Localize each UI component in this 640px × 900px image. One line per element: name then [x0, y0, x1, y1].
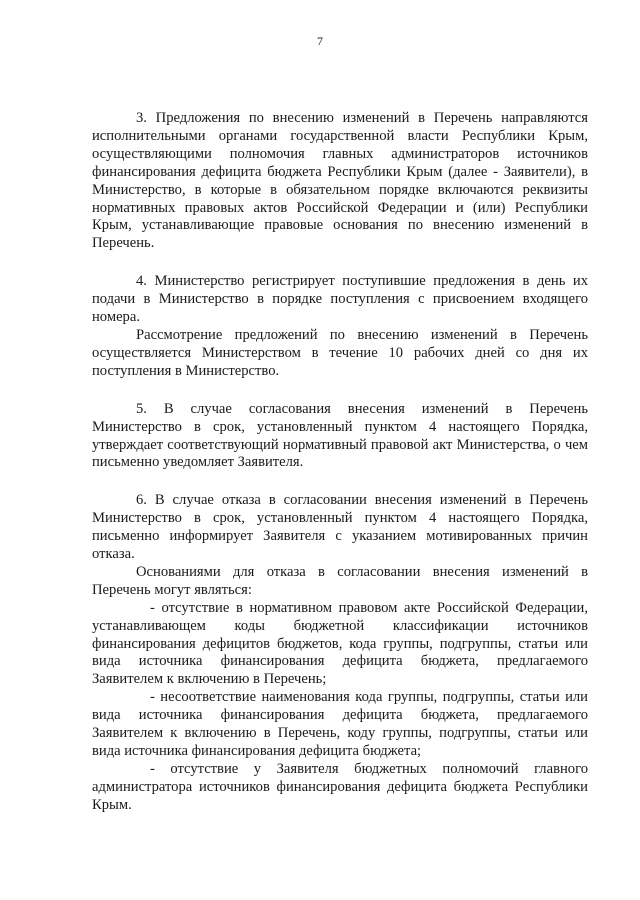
refusal-ground-name-mismatch: - несоответствие наименования кода группы, подгруппы, статьи или вида источника финансирования дефицита бюджета, предлагаемого Заявителем к включению в Перечень, коду группы, подгруппы, статьи или вида источника финансирования дефицита бюджета; — [92, 689, 588, 759]
paragraph-6-refusal: 6. В случае отказа в согласовании внесения изменений в Перечень Министерство в срок, установленный пунктом 4 настоящего Порядка, письменно информирует Заявителя с указанием мотивированных причин отказа. — [92, 492, 588, 563]
document-body — [92, 110, 588, 815]
refusal-ground-missing-code: - отсутствие в нормативном правовом акте Российской Федерации, устанавливающем коды бюджетной классификации источников финансирования дефицитов бюджетов, кода группы, подгруппы, статьи или вида источника финансирования дефицита бюджета, предлагаемого Заявителем к включению в Перечень; — [92, 599, 588, 688]
refusal-ground-no-authority: - отсутствие у Заявителя бюджетных полномочий главного администратора источников финансирования дефицита бюджета Республики Крым. — [92, 760, 588, 813]
paragraph-3-proposals: 3. Предложения по внесению изменений в Перечень направляются исполнительными органами государственной власти Республики Крым, осуществляющими полномочия главных администраторов источников финансирования дефицита бюджета Республики Крым (далее - Заявители), в Министерство, в которые в обязательном порядке включаются реквизиты нормативных правовых актов Российской Федерации и (или) Республики Крым, устанавливающие правовые основания по внесению изменений в Перечень. — [92, 110, 588, 252]
page-number: 7 — [317, 34, 323, 48]
paragraph-refusal-grounds-intro: Основаниями для отказа в согласовании внесения изменений в Перечень могут являться: — [92, 563, 588, 598]
paragraph-5-approval: 5. В случае согласования внесения изменений в Перечень Министерство в срок, установленный пунктом 4 настоящего Порядка, утверждает соответствующий нормативный правовой акт Министерства, о чем письменно уведомляет Заявителя. — [92, 400, 588, 471]
paragraph-4-registration: 4. Министерство регистрирует поступившие предложения в день их подачи в Министерство в порядке поступления с присвоением входящего номера. — [92, 273, 588, 326]
paragraph-4-review-term: Рассмотрение предложений по внесению изменений в Перечень осуществляется Министерством в течение 10 рабочих дней со дня их поступления в Министерство. — [92, 326, 588, 379]
